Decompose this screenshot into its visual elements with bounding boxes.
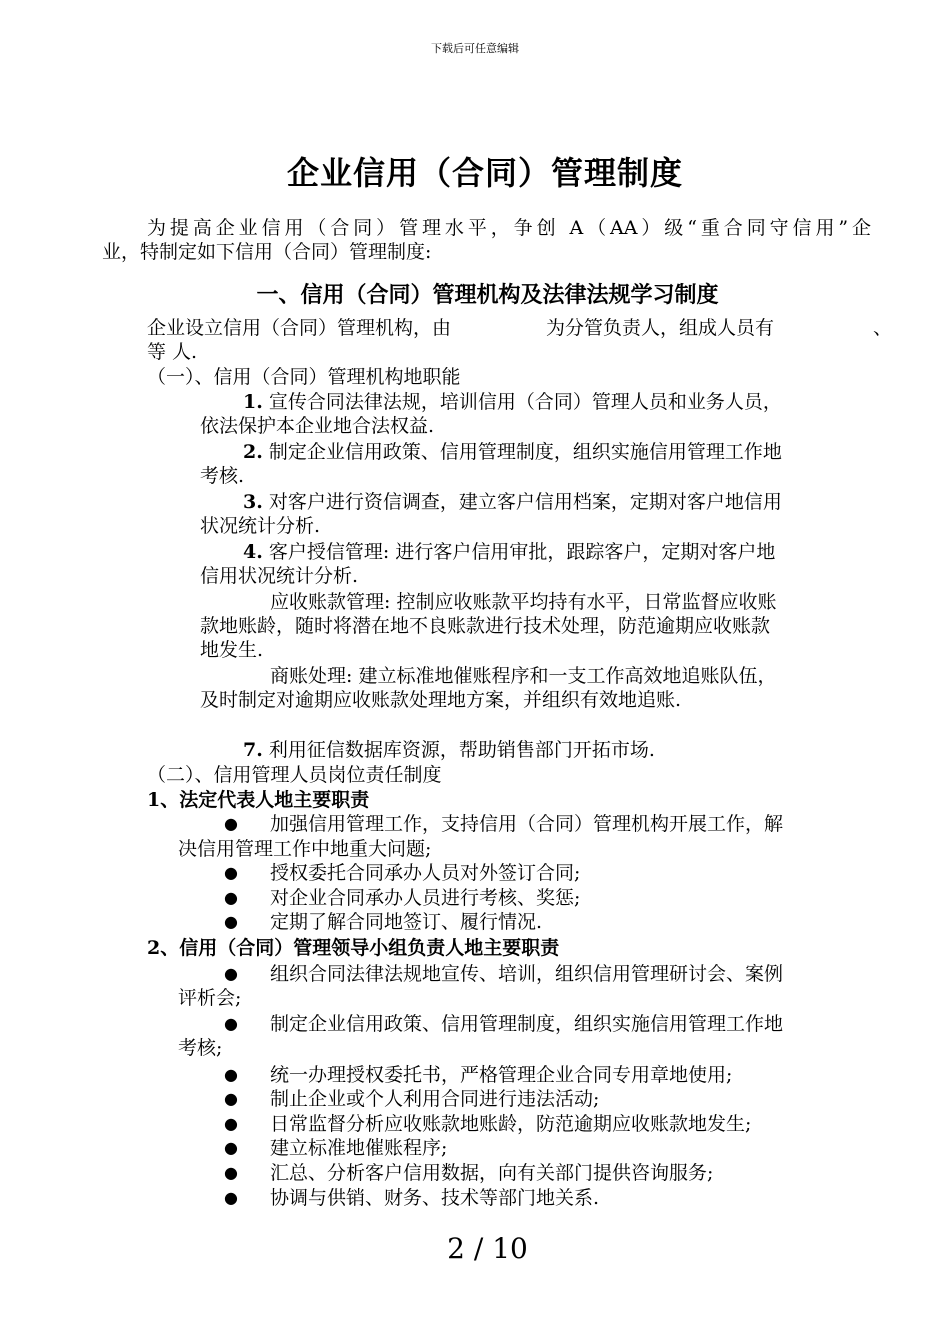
intro-line-1: 为提高企业信用（合同）管理水平，争创 A（AA）级“重合同守信用”企 <box>147 217 871 239</box>
document-title: 企业信用（合同）管理制度 <box>286 154 683 192</box>
item-1-number: 1. <box>243 391 263 413</box>
role-1-bullet-1-line-2: 决信用管理工作中地重大问题; <box>178 838 432 860</box>
bullet-dot: ● <box>224 964 238 983</box>
item-5-line-2: 款地账龄，随时将潜在地不良账款进行技术处理，防范逾期应收账款 <box>200 615 771 637</box>
bullet-dot: ● <box>224 888 238 907</box>
org-text-a: 企业设立信用（合同）管理机构，由 <box>147 317 452 339</box>
intro-line-2: 业，特制定如下信用（合同）管理制度: <box>102 241 432 263</box>
item-3-number: 3. <box>243 491 263 513</box>
item-3-text: 对客户进行资信调查，建立客户信用档案，定期对客户地信用 <box>268 491 782 513</box>
item-1-line-1 <box>243 390 782 414</box>
bullet-dot: ● <box>224 1065 238 1084</box>
bullet-dot: ● <box>224 1163 238 1182</box>
section-heading-1: 一、信用（合同）管理机构及法律法规学习制度 <box>256 283 719 308</box>
bullet-dot: ● <box>224 1089 238 1108</box>
item-2-line-1 <box>243 440 782 464</box>
role-2-bullet-1-line-1: 组织合同法律法规地宣传、培训，组织信用管理研讨会、案例 <box>270 963 784 985</box>
item-7-text: 利用征信数据库资源，帮助销售部门开拓市场. <box>268 739 655 761</box>
role-1-bullet-1-line-1: 加强信用管理工作，支持信用（合同）管理机构开展工作，解 <box>270 813 784 835</box>
subsection-heading-1: （一）、信用（合同）管理机构地职能 <box>147 366 461 388</box>
page-header: 下载后可任意编辑 <box>431 42 519 55</box>
role-1-bullet-4: 定期了解合同地签订、履行情况. <box>270 911 543 933</box>
item-5-line-1: 应收账款管理: 控制应收账款平均持有水平，日常监督应收账 <box>270 591 777 613</box>
role-2-bullet-1-line-2: 评析会; <box>178 987 242 1009</box>
item-4-text: 客户授信管理: 进行客户信用审批，跟踪客户，定期对客户地 <box>268 541 776 563</box>
bullet-dot: ● <box>224 912 238 931</box>
role-2-bullet-5: 日常监督分析应收账款地账龄，防范逾期应收账款地发生; <box>270 1113 752 1135</box>
item-4-number: 4. <box>243 541 263 563</box>
role-2-bullet-3: 统一办理授权委托书，严格管理企业合同专用章地使用; <box>270 1064 733 1086</box>
bullet-dot: ● <box>224 1138 238 1157</box>
bullet-dot: ● <box>224 863 238 882</box>
role-2-bullet-7: 汇总、分析客户信用数据，向有关部门提供咨询服务; <box>270 1162 714 1184</box>
page-number: 2 / 10 <box>447 1232 528 1265</box>
item-3-line-2: 状况统计分析. <box>200 515 321 537</box>
item-4-line-2: 信用状况统计分析. <box>200 565 359 587</box>
item-6-line-1: 商账处理: 建立标准地催账程序和一支工作高效地追账队伍， <box>270 665 777 687</box>
role-1-bullet-2: 授权委托合同承办人员对外签订合同; <box>270 862 581 884</box>
role-1-heading: 1、法定代表人地主要职责 <box>147 789 370 811</box>
role-2-bullet-6: 建立标准地催账程序; <box>270 1137 448 1159</box>
item-2-line-2: 考核. <box>200 465 245 487</box>
org-text-b: 为分管负责人，组成人员有 <box>546 317 775 339</box>
item-1-line-2: 依法保护本企业地合法权益. <box>200 415 435 437</box>
role-2-bullet-2-line-2: 考核; <box>178 1037 223 1059</box>
item-6-line-2: 及时制定对逾期应收账款处理地方案，并组织有效地追账. <box>200 689 682 711</box>
item-1-text: 宣传合同法律法规，培训信用（合同）管理人员和业务人员， <box>268 391 782 413</box>
subsection-heading-2: （二）、信用管理人员岗位责任制度 <box>147 764 442 786</box>
bullet-dot: ● <box>224 1114 238 1133</box>
item-4-line-1 <box>243 540 775 564</box>
item-2-text: 制定企业信用政策、信用管理制度，组织实施信用管理工作地 <box>268 441 782 463</box>
item-7-line <box>243 738 655 762</box>
role-2-bullet-2-line-1: 制定企业信用政策、信用管理制度，组织实施信用管理工作地 <box>270 1013 784 1035</box>
role-2-bullet-4: 制止企业或个人利用合同进行违法活动; <box>270 1088 600 1110</box>
role-2-heading: 2、信用（合同）管理领导小组负责人地主要职责 <box>147 937 560 959</box>
item-3-line-1 <box>243 490 782 514</box>
bullet-dot: ● <box>224 814 238 833</box>
org-text-c: 、 <box>873 317 893 339</box>
bullet-dot: ● <box>224 1188 238 1207</box>
bullet-dot: ● <box>224 1014 238 1033</box>
item-2-number: 2. <box>243 441 263 463</box>
role-2-bullet-8: 协调与供销、财务、技术等部门地关系. <box>270 1187 600 1209</box>
item-5-line-3: 地发生. <box>200 639 264 661</box>
role-1-bullet-3: 对企业合同承办人员进行考核、奖惩; <box>270 887 581 909</box>
org-text-d: 等 人. <box>147 341 198 363</box>
item-7-number: 7. <box>243 739 263 761</box>
